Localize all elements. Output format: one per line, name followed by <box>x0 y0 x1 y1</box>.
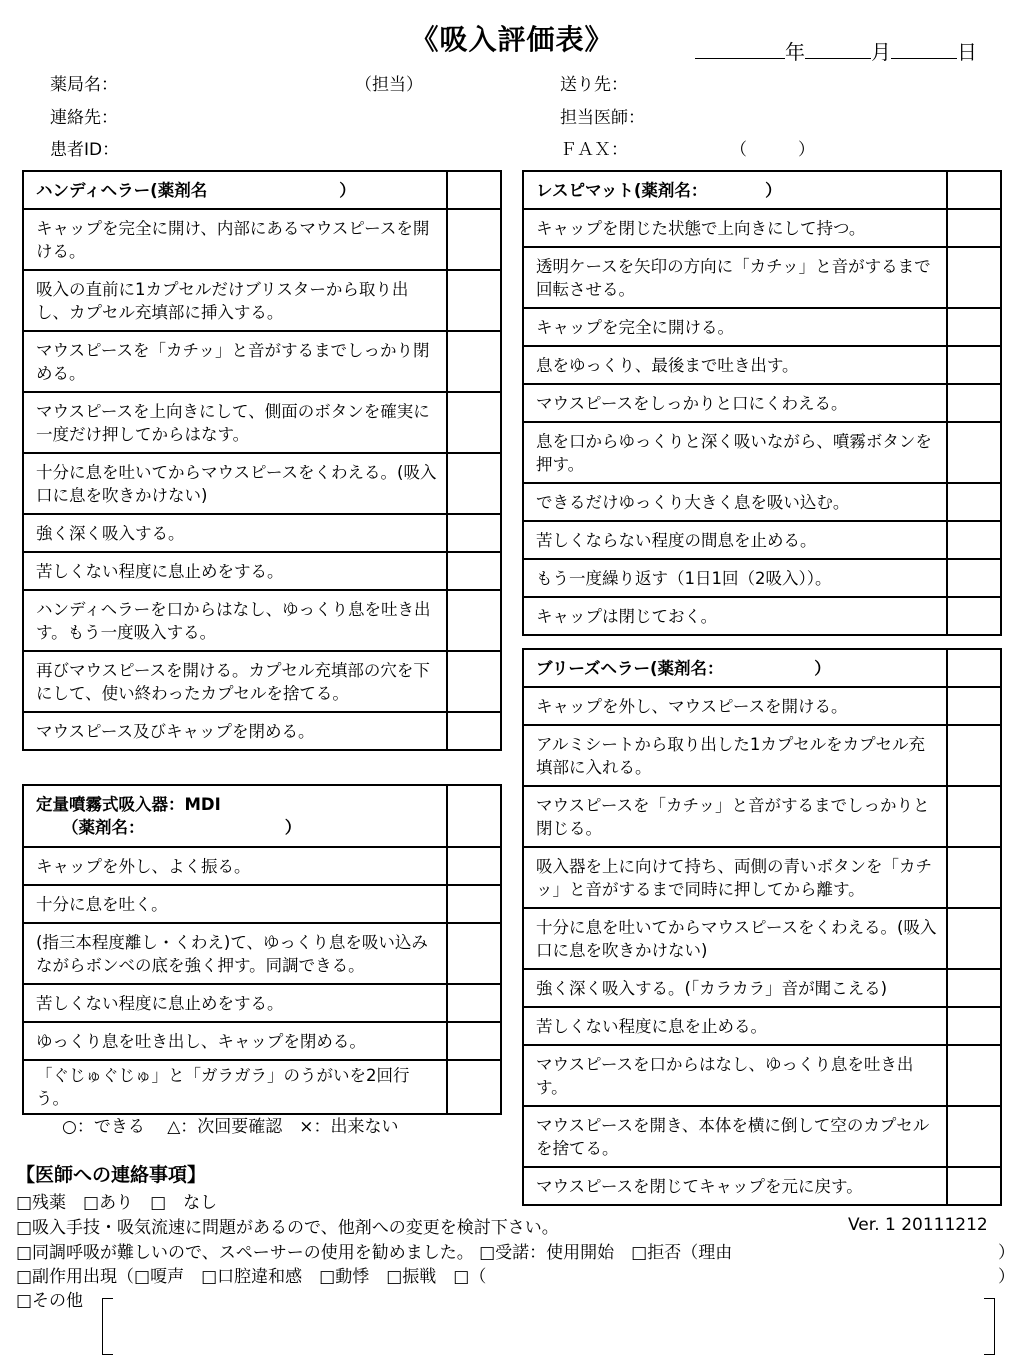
handihaler-step: マウスピース及びキャップを閉める。 <box>23 712 447 750</box>
mdi-heading-line1: 定量噴霧式吸入器：MDI <box>36 795 221 814</box>
version-label: Ver. 1 20111212 <box>848 1215 988 1235</box>
page-title: 《吸入評価表》 <box>410 23 614 56</box>
breezhaler-step: 強く深く吸入する。(「カラカラ」音が聞こえる) <box>523 969 947 1007</box>
breezhaler-step: 苦しくない程度に息を止める。 <box>523 1007 947 1045</box>
check-box[interactable] <box>947 1106 1001 1167</box>
check-box[interactable] <box>447 984 501 1022</box>
check-box[interactable] <box>447 171 501 209</box>
respimat-step: 苦しくならない程度の間息を止める。 <box>523 521 947 559</box>
mdi-step: 十分に息を吐く。 <box>23 885 447 923</box>
handihaler-heading: ハンディヘラー(薬剤名 ） <box>23 171 447 209</box>
check-box[interactable] <box>947 649 1001 687</box>
respimat-step: 息をゆっくり、最後まで吐き出す。 <box>523 346 947 384</box>
check-box[interactable] <box>947 247 1001 308</box>
respimat-step: マウスピースをしっかりと口にくわえる。 <box>523 384 947 422</box>
other-notes-field[interactable] <box>112 1300 984 1352</box>
check-box[interactable] <box>947 422 1001 483</box>
close-bracket <box>984 1298 995 1355</box>
breezhaler-heading: ブリーズヘラー(薬剤名： ） <box>523 649 947 687</box>
mdi-step: ゆっくり息を吐き出し、キャップを閉める。 <box>23 1022 447 1060</box>
handihaler-step: 強く深く吸入する。 <box>23 514 447 552</box>
respimat-step: できるだけゆっくり大きく息を吸い込む。 <box>523 483 947 521</box>
breezhaler-table <box>522 648 1002 1206</box>
handihaler-step: マウスピースを「カチッ」と音がするまでしっかり閉める。 <box>23 331 447 392</box>
check-box[interactable] <box>447 590 501 651</box>
check-box[interactable] <box>947 725 1001 786</box>
mdi-table <box>22 784 502 1115</box>
check-box[interactable] <box>947 384 1001 422</box>
check-box[interactable] <box>447 514 501 552</box>
other-line[interactable]: □その他 <box>16 1291 84 1311</box>
check-box[interactable] <box>947 559 1001 597</box>
leftover-medicine-line[interactable]: □残薬 □あり □ なし <box>16 1193 218 1213</box>
handihaler-step: ハンディヘラーを口からはなし、ゆっくり息を吐き出す。もう一度吸入する。 <box>23 590 447 651</box>
mdi-heading-line2: （薬剤名： ） <box>62 818 302 837</box>
patient-id-label: 患者ID： <box>50 140 120 160</box>
breezhaler-step: キャップを外し、マウスピースを開ける。 <box>523 687 947 725</box>
fax-label: ＦＡＸ： <box>560 140 628 160</box>
respimat-step: キャップを閉じた状態で上向きにして持つ。 <box>523 209 947 247</box>
send-to-label: 送り先： <box>560 75 628 95</box>
evaluation-legend: ○：できる △：次回要確認 ×：出来ない <box>62 1117 399 1137</box>
check-box[interactable] <box>447 392 501 453</box>
technique-problem-line[interactable]: □吸入手技・吸気流速に問題があるので、他剤への変更を検討下さい。 <box>16 1218 559 1238</box>
check-box[interactable] <box>447 331 501 392</box>
month-label: 月 <box>871 40 891 64</box>
check-box[interactable] <box>947 521 1001 559</box>
breezhaler-step: マウスピースを口からはなし、ゆっくり息を吐き出す。 <box>523 1045 947 1106</box>
check-box[interactable] <box>947 908 1001 969</box>
check-box[interactable] <box>947 171 1001 209</box>
day-label: 日 <box>957 40 977 64</box>
mdi-heading <box>23 785 447 847</box>
handihaler-step: 十分に息を吐いてからマウスピースをくわえる。(吸入口に息を吹きかけない) <box>23 453 447 514</box>
check-box[interactable] <box>447 552 501 590</box>
check-box[interactable] <box>947 969 1001 1007</box>
handihaler-step: キャップを完全に開け、内部にあるマウスピースを開ける。 <box>23 209 447 270</box>
breezhaler-step: アルミシートから取り出した1カプセルをカプセル充填部に入れる。 <box>523 725 947 786</box>
in-charge-label: （担当） <box>355 75 423 95</box>
year-label: 年 <box>785 40 805 64</box>
respimat-step: もう一度繰り返す（1日1回（2吸入））。 <box>523 559 947 597</box>
check-box[interactable] <box>447 885 501 923</box>
doctor-label: 担当医師： <box>560 108 645 128</box>
handihaler-table <box>22 170 502 751</box>
check-box[interactable] <box>947 597 1001 635</box>
check-box[interactable] <box>447 1060 501 1114</box>
check-box[interactable] <box>947 1167 1001 1205</box>
contact-label: 連絡先： <box>50 108 118 128</box>
breezhaler-step: 吸入器を上に向けて持ち、両側の青いボタンを「カチッ」と音がするまで同時に押してから離す。 <box>523 847 947 908</box>
check-box[interactable] <box>447 712 501 750</box>
handihaler-step: 吸入の直前に1カプセルだけブリスターから取り出し、カプセル充填部に挿入する。 <box>23 270 447 331</box>
handihaler-step: 再びマウスピースを開ける。カプセル充填部の穴を下にして、使い終わったカプセルを捨てる。 <box>23 651 447 712</box>
respimat-heading: レスピマット(薬剤名： ） <box>523 171 947 209</box>
fax-parens: （ ） <box>730 140 815 160</box>
check-box[interactable] <box>947 308 1001 346</box>
check-box[interactable] <box>947 847 1001 908</box>
handihaler-step: 苦しくない程度に息止めをする。 <box>23 552 447 590</box>
mdi-step: キャップを外し、よく振る。 <box>23 847 447 885</box>
check-box[interactable] <box>947 209 1001 247</box>
close-paren: ） <box>998 1243 1015 1263</box>
check-box[interactable] <box>947 346 1001 384</box>
mdi-step: 「ぐじゅぐじゅ」と「ガラガラ」のうがいを2回行う。 <box>23 1060 447 1114</box>
respimat-step: キャップは閉じておく。 <box>523 597 947 635</box>
breezhaler-step: 十分に息を吐いてからマウスピースをくわえる。(吸入口に息を吹きかけない) <box>523 908 947 969</box>
respimat-step: キャップを完全に開ける。 <box>523 308 947 346</box>
date-field <box>695 36 977 65</box>
check-box[interactable] <box>947 1007 1001 1045</box>
respimat-table <box>522 170 1002 636</box>
respimat-step: 息を口からゆっくりと深く吸いながら、噴霧ボタンを押す。 <box>523 422 947 483</box>
check-box[interactable] <box>947 1045 1001 1106</box>
check-box[interactable] <box>447 847 501 885</box>
pharmacy-label: 薬局名： <box>50 75 118 95</box>
check-box[interactable] <box>447 1022 501 1060</box>
mdi-step: (指三本程度離し・くわえ)て、ゆっくり息を吸い込みながらボンベの底を強く押す。同調できる。 <box>23 923 447 984</box>
check-box[interactable] <box>447 209 501 270</box>
check-box[interactable] <box>447 270 501 331</box>
spacer-recommend-line[interactable]: □同調呼吸が難しいので、スペーサーの使用を勧めました。 □受諾：使用開始 □拒否（理由 <box>16 1243 733 1263</box>
respimat-step: 透明ケースを矢印の方向に「カチッ」と音がするまで回転させる。 <box>523 247 947 308</box>
breezhaler-step: マウスピースを開き、本体を横に倒して空のカプセルを捨てる。 <box>523 1106 947 1167</box>
handihaler-step: マウスピースを上向きにして、側面のボタンを確実に一度だけ押してからはなす。 <box>23 392 447 453</box>
check-box[interactable] <box>447 453 501 514</box>
side-effect-line[interactable]: □副作用出現（□嗄声 □口腔違和感 □動悸 □振戦 □（ <box>16 1267 487 1287</box>
breezhaler-step: マウスピースを「カチッ」と音がするまでしっかりと閉じる。 <box>523 786 947 847</box>
contact-heading: 【医師への連絡事項】 <box>16 1164 207 1186</box>
breezhaler-step: マウスピースを閉じてキャップを元に戻す。 <box>523 1167 947 1205</box>
close-paren: ） <box>998 1267 1015 1287</box>
check-box[interactable] <box>947 483 1001 521</box>
check-box[interactable] <box>947 687 1001 725</box>
check-box[interactable] <box>447 785 501 847</box>
check-box[interactable] <box>447 923 501 984</box>
check-box[interactable] <box>947 786 1001 847</box>
mdi-step: 苦しくない程度に息止めをする。 <box>23 984 447 1022</box>
check-box[interactable] <box>447 651 501 712</box>
